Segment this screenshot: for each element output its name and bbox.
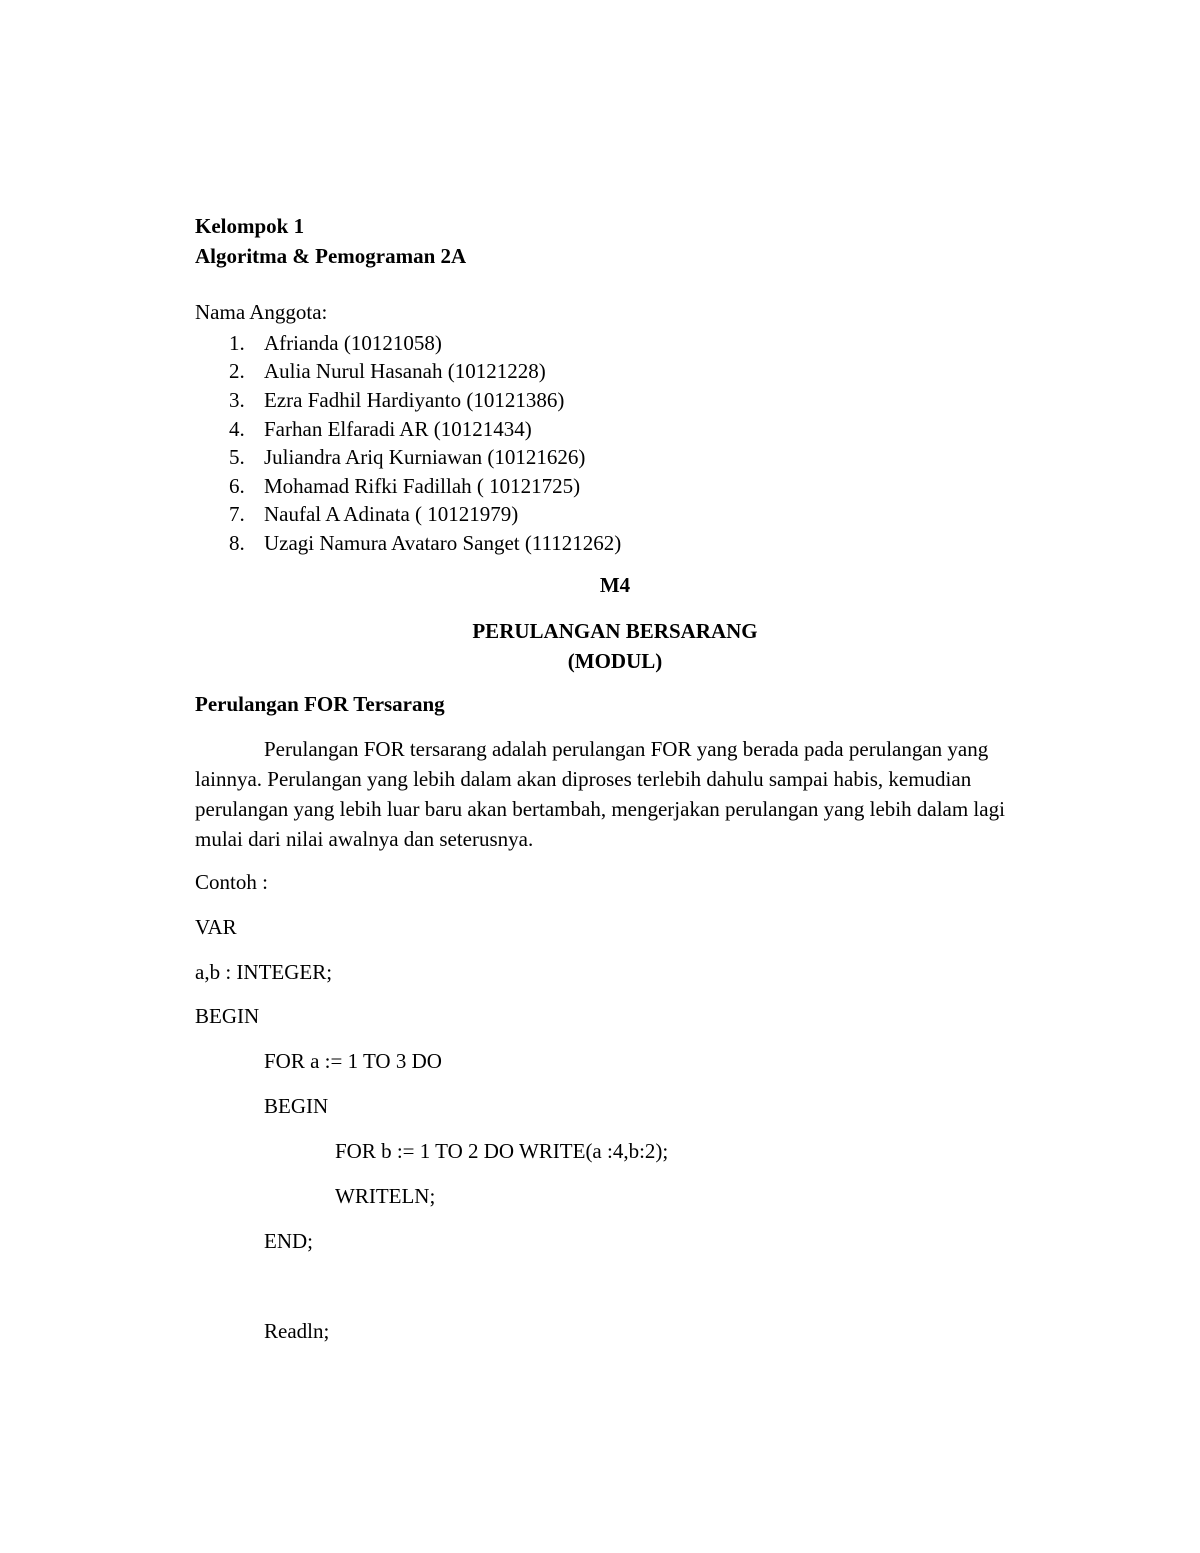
members-label: Nama Anggota: [195,300,328,324]
list-text: Uzagi Namura Avataro Sanget (11121262) [264,531,622,555]
list-number: 7. [229,502,245,526]
list-text: Afrianda (10121058) [264,331,442,355]
list-item [0,331,1200,355]
code-line: WRITELN; [335,1184,436,1208]
list-item [0,445,1200,469]
module-title: PERULANGAN BERSARANG [472,619,758,643]
list-text: Juliandra Ariq Kurniawan (10121626) [264,445,586,469]
section-paragraph: Perulangan FOR tersarang adalah perulangan FOR yang berada pada perulangan yang lainnya. Perulangan yang lebih dalam akan diproses terlebih dahulu sampai habis, kemudian perulangan yang lebih luar baru akan bertambah, mengerjakan perulangan yang lebih dalam lagi mulai dari nilai awalnya dan seterusnya. [195,737,1005,851]
list-text: Mohamad Rifki Fadillah ( 10121725) [264,474,581,498]
list-number: 8. [229,531,245,555]
list-text: Naufal A Adinata ( 10121979) [264,502,519,526]
list-text: Aulia Nurul Hasanah (10121228) [264,359,546,383]
course-title: Algoritma & Pemograman 2A [195,244,467,268]
section-heading: Perulangan FOR Tersarang [195,692,445,716]
module-code: M4 [599,573,631,597]
list-item [0,359,1200,383]
list-number: 5. [229,445,245,469]
code-line: END; [264,1229,313,1253]
code-line: FOR b := 1 TO 2 DO WRITE(a :4,b:2); [335,1139,669,1163]
list-item [0,474,1200,498]
code-line: FOR a := 1 TO 3 DO [264,1049,442,1073]
list-number: 4. [229,417,245,441]
group-title: Kelompok 1 [195,214,305,238]
list-item [0,388,1200,412]
code-line: BEGIN [195,1004,260,1028]
code-line: VAR [195,915,237,939]
module-subtitle: (MODUL) [567,649,663,673]
list-item [0,417,1200,441]
code-line: BEGIN [264,1094,329,1118]
code-line: a,b : INTEGER; [195,960,333,984]
list-number: 3. [229,388,245,412]
list-item [0,531,1200,555]
list-text: Ezra Fadhil Hardiyanto (10121386) [264,388,565,412]
list-number: 6. [229,474,245,498]
list-number: 2. [229,359,245,383]
code-line: Readln; [264,1319,330,1343]
list-item [0,502,1200,526]
example-label: Contoh : [195,870,268,894]
list-text: Farhan Elfaradi AR (10121434) [264,417,532,441]
list-number: 1. [229,331,245,355]
